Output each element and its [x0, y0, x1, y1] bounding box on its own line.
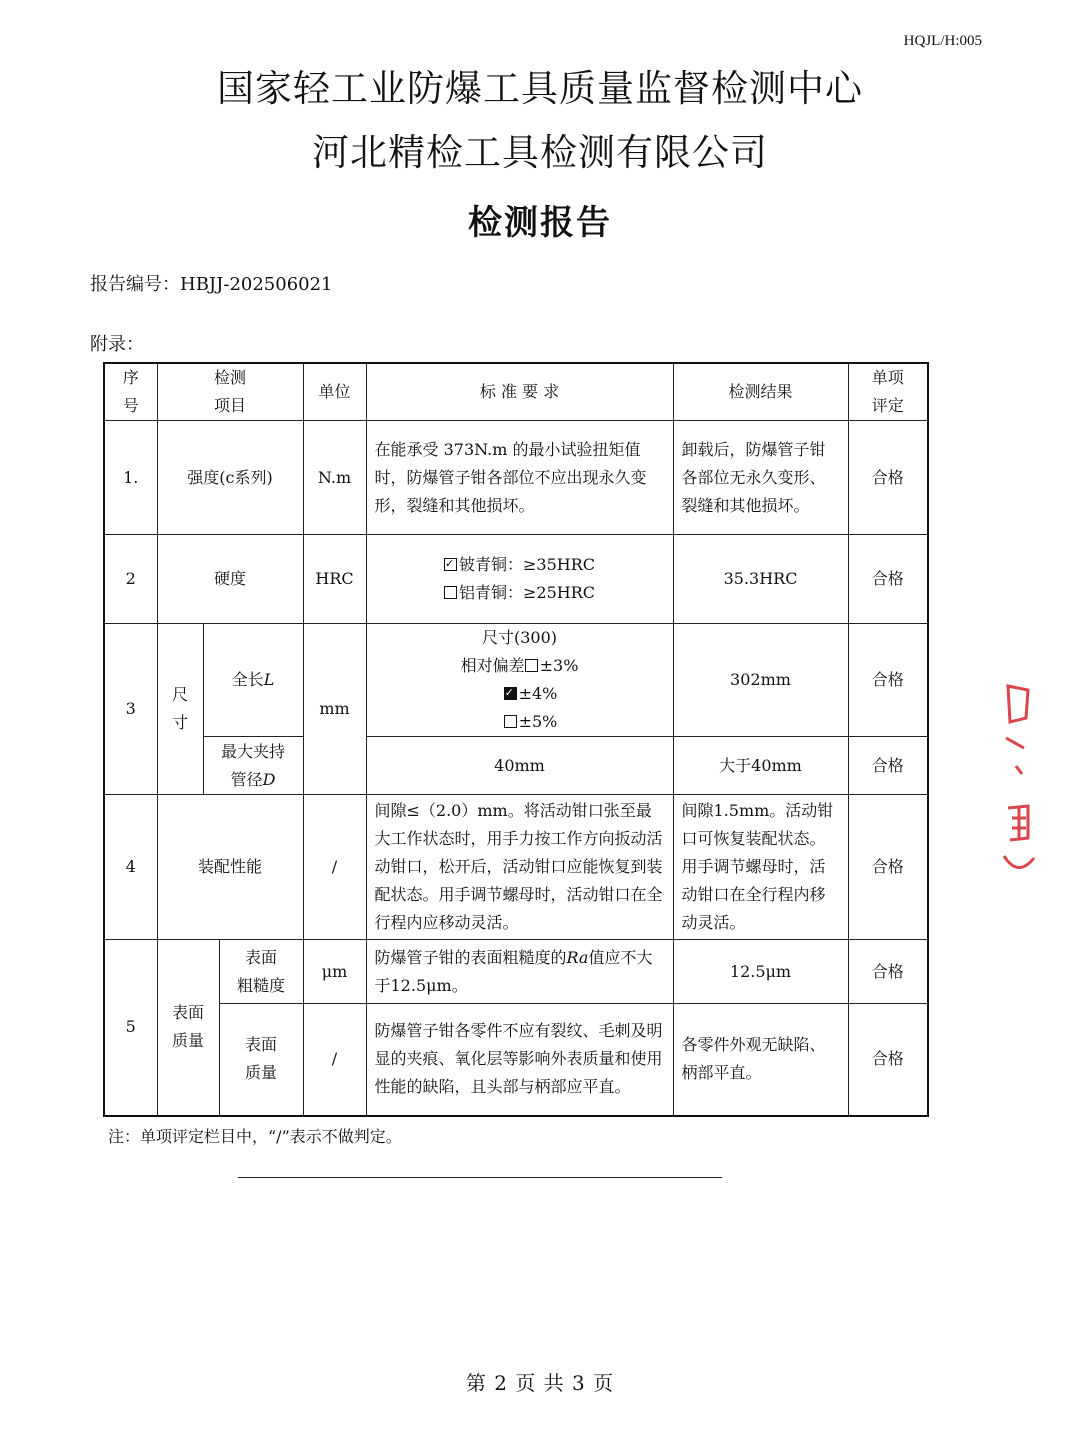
row1-seq: 1. [104, 421, 157, 535]
row3-sub2-requirement: 40mm [366, 737, 673, 795]
header-unit: 单位 [303, 363, 366, 421]
row3-sub2-item: 最大夹持 管径D [203, 737, 303, 795]
row2-unit: HRC [303, 535, 366, 624]
row5-sub2-requirement: 防爆管子钳各零件不应有裂纹、毛刺及明显的夹痕、氧化层等影响外表质量和使用性能的缺陷，且头部与柄部应平直。 [366, 1004, 673, 1116]
row3-unit: mm [303, 624, 366, 795]
end-rule-divider [238, 1177, 722, 1178]
table-row [104, 1004, 928, 1116]
row3-sub1-result: 302mm [673, 624, 848, 737]
table-row [104, 940, 928, 1004]
row4-item: 装配性能 [157, 795, 303, 940]
row4-requirement: 间隙≤（2.0）mm。将活动钳口张至最大工作状态时，用手力按工作方向扳动活动钳口，松开后，活动钳口应能恢复到装配状态。用手调节螺母时，活动钳口在全行程内应移动灵活。 [366, 795, 673, 940]
row2-item: 硬度 [157, 535, 303, 624]
row4-seq: 4 [104, 795, 157, 940]
table-row [104, 795, 928, 940]
row5-group: 表面 质量 [157, 940, 219, 1116]
checked-checkbox-icon [504, 687, 517, 700]
row3-sub1-item: 全长L [203, 624, 303, 737]
row5-seq: 5 [104, 940, 157, 1116]
row2-seq: 2 [104, 535, 157, 624]
header-verdict: 单项 评定 [848, 363, 928, 421]
page-footer: 第 2 页 共 3 页 [465, 1371, 615, 1395]
row1-item: 强度(c系列) [157, 421, 303, 535]
row1-unit: N.m [303, 421, 366, 535]
row3-sub1-verdict: 合格 [848, 624, 928, 737]
row3-group: 尺 寸 [157, 624, 203, 795]
row4-verdict: 合格 [848, 795, 928, 940]
appendix-label: 附录： [90, 334, 144, 355]
row2-result: 35.3HRC [673, 535, 848, 624]
unchecked-checkbox-icon [444, 586, 457, 599]
row3-sub1-requirement: 尺寸(300) 相对偏差 ±3% ✓±4% ±5% [366, 624, 673, 737]
inspection-table [103, 362, 929, 1117]
row5-sub2-verdict: 合格 [848, 1004, 928, 1116]
row5-sub1-requirement: 防爆管子钳的表面粗糙度的Ra值应不大于12.5μm。 [366, 940, 673, 1004]
organization-name-2: 河北精检工具检测有限公司 [312, 131, 768, 174]
row1-requirement: 在能承受 373N.m 的最小试验扭矩值时，防爆管子钳各部位不应出现永久变形，裂缝和其他损坏。 [366, 421, 673, 535]
row5-sub2-result: 各零件外观无缺陷、柄部平直。 [673, 1004, 848, 1116]
row1-verdict: 合格 [848, 421, 928, 535]
table-row [104, 421, 928, 535]
row5-sub2-item: 表面 质量 [219, 1004, 303, 1116]
table-row [104, 535, 928, 624]
row5-sub1-verdict: 合格 [848, 940, 928, 1004]
header-item: 检测 项目 [157, 363, 303, 421]
row2-verdict: 合格 [848, 535, 928, 624]
row2-requirement: ✓铍青铜：≥35HRC 铝青铜：≥25HRC [366, 535, 673, 624]
header-result: 检测结果 [673, 363, 848, 421]
header-seq: 序 号 [104, 363, 157, 421]
row3-sub2-verdict: 合格 [848, 737, 928, 795]
red-seal-stamp-fragment [998, 678, 1040, 878]
report-title: 检测报告 [468, 203, 612, 243]
row3-seq: 3 [104, 624, 157, 795]
report-number: 报告编号：HBJJ-202506021 [90, 274, 333, 295]
table-header-row [104, 363, 928, 421]
table-row [104, 624, 928, 737]
row5-sub2-unit: / [303, 1004, 366, 1116]
checked-checkbox-icon [444, 558, 457, 571]
unchecked-checkbox-icon [504, 715, 517, 728]
row3-sub2-result: 大于40mm [673, 737, 848, 795]
row4-unit: / [303, 795, 366, 940]
table-note: 注：单项评定栏目中，“/”表示不做判定。 [108, 1127, 402, 1146]
row4-result: 间隙1.5mm。活动钳口可恢复装配状态。用手调节螺母时，活动钳口在全行程内移动灵活。 [673, 795, 848, 940]
row5-sub1-item: 表面 粗糙度 [219, 940, 303, 1004]
header-requirement: 标 准 要 求 [366, 363, 673, 421]
row5-sub1-unit: μm [303, 940, 366, 1004]
organization-name-1: 国家轻工业防爆工具质量监督检测中心 [217, 67, 863, 110]
unchecked-checkbox-icon [525, 659, 538, 672]
row1-result: 卸载后，防爆管子钳各部位无永久变形、裂缝和其他损坏。 [673, 421, 848, 535]
document-code: HQJL/H:005 [903, 33, 982, 49]
row5-sub1-result: 12.5μm [673, 940, 848, 1004]
table-row [104, 737, 928, 795]
